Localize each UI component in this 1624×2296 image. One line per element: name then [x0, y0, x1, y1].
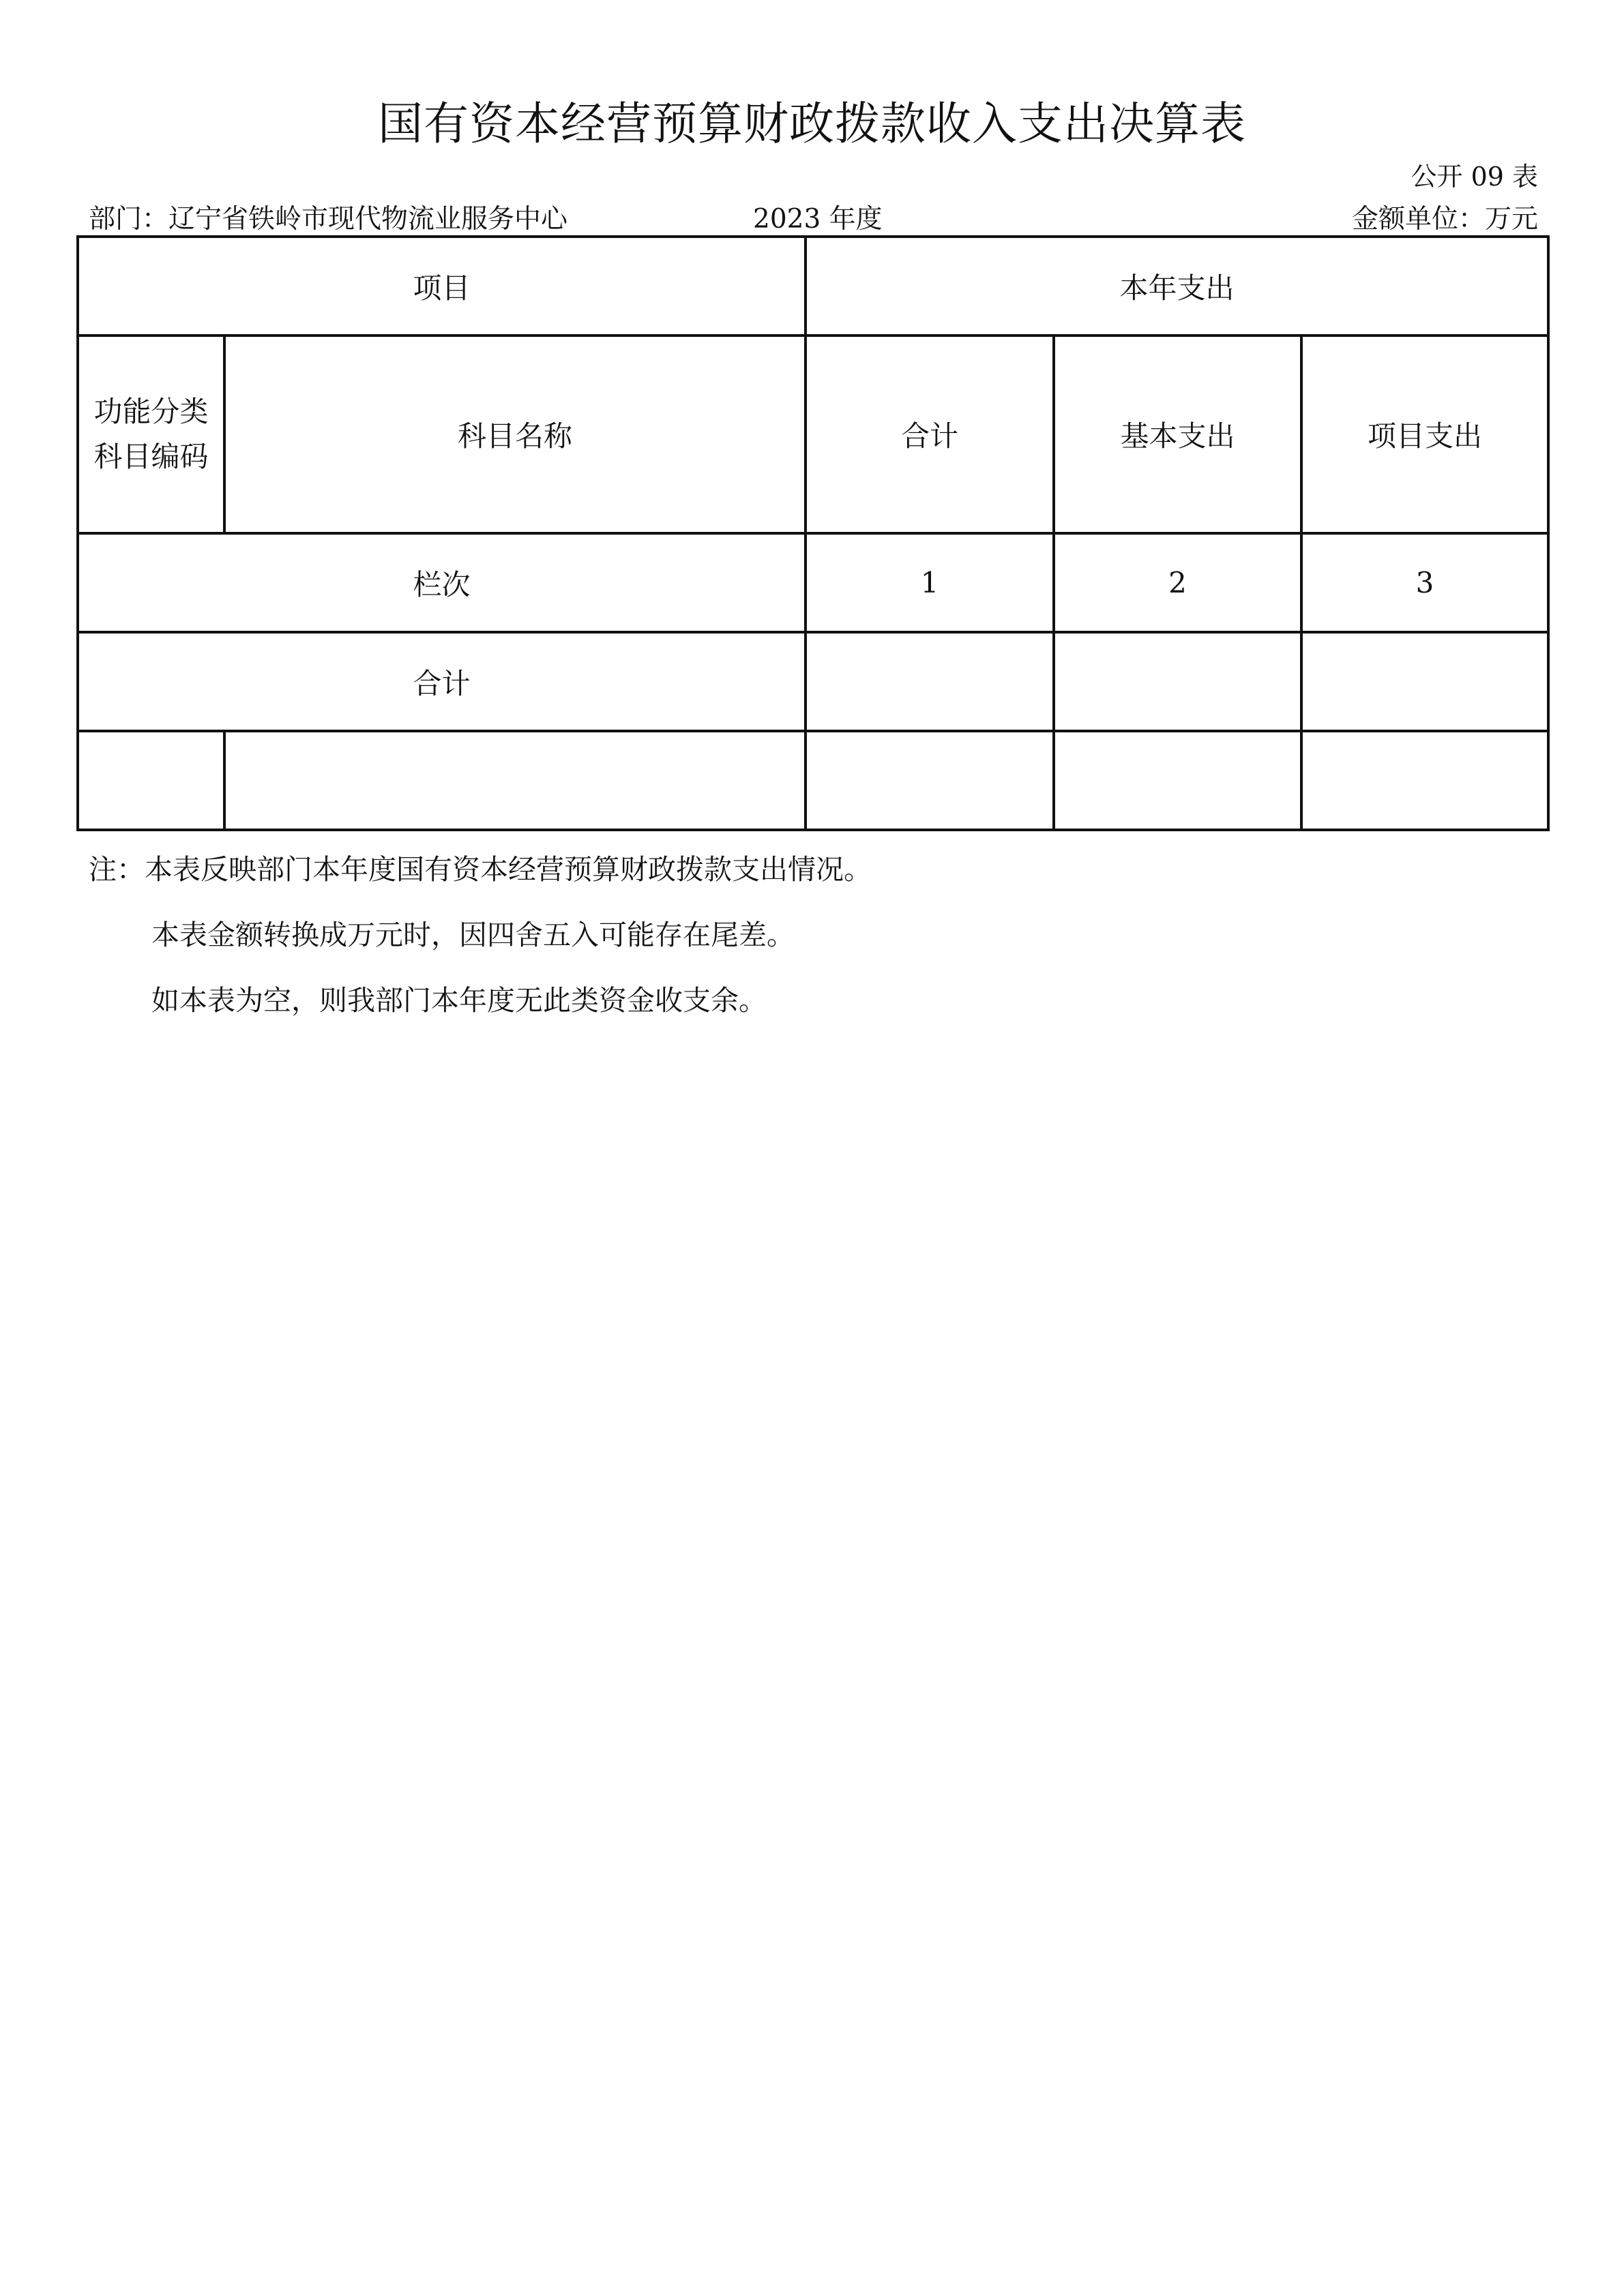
header-expense: 本年支出 [806, 237, 1548, 336]
empty-row [78, 731, 1548, 830]
note-line: 本表金额转换成万元时，因四舍五入可能存在尾差。 [151, 919, 795, 951]
total-row [78, 632, 1548, 731]
col-basic-header: 基本支出 [1054, 336, 1301, 533]
empty-cell-2 [1054, 731, 1301, 830]
table-subheader-row [78, 336, 1548, 533]
col-code-header: 功能分类 科目编码 [78, 336, 224, 533]
empty-cell-1 [806, 731, 1054, 830]
page-title: 国有资本经营预算财政拨款收入支出决算表 [378, 98, 1246, 150]
col-project-header: 项目支出 [1301, 336, 1548, 533]
empty-name-cell [224, 731, 806, 830]
department-label: 部门：辽宁省铁岭市现代物流业服务中心 [89, 204, 568, 235]
budget-table [76, 235, 1550, 831]
notes [89, 849, 872, 1045]
index-2: 2 [1054, 533, 1301, 632]
col-name-header: 科目名称 [224, 336, 806, 533]
total-cell-2 [1054, 632, 1301, 731]
total-label: 合计 [78, 632, 806, 731]
table-code: 公开 09 表 [1411, 162, 1538, 192]
index-3: 3 [1301, 533, 1548, 632]
note-line: 如本表为空，则我部门本年度无此类资金收支余。 [151, 984, 767, 1017]
year-label: 2023 年度 [753, 204, 883, 235]
unit-label: 金额单位：万元 [1351, 204, 1538, 235]
col-total-header: 合计 [806, 336, 1054, 533]
total-cell-1 [806, 632, 1054, 731]
index-row [78, 533, 1548, 632]
index-1: 1 [806, 533, 1054, 632]
total-cell-3 [1301, 632, 1548, 731]
table-header-row [78, 237, 1548, 336]
index-label: 栏次 [78, 533, 806, 632]
empty-cell-3 [1301, 731, 1548, 830]
note-line: 注：本表反映部门本年度国有资本经营预算财政拨款支出情况。 [89, 853, 872, 886]
header-item: 项目 [78, 237, 806, 336]
empty-code-cell [78, 731, 224, 830]
